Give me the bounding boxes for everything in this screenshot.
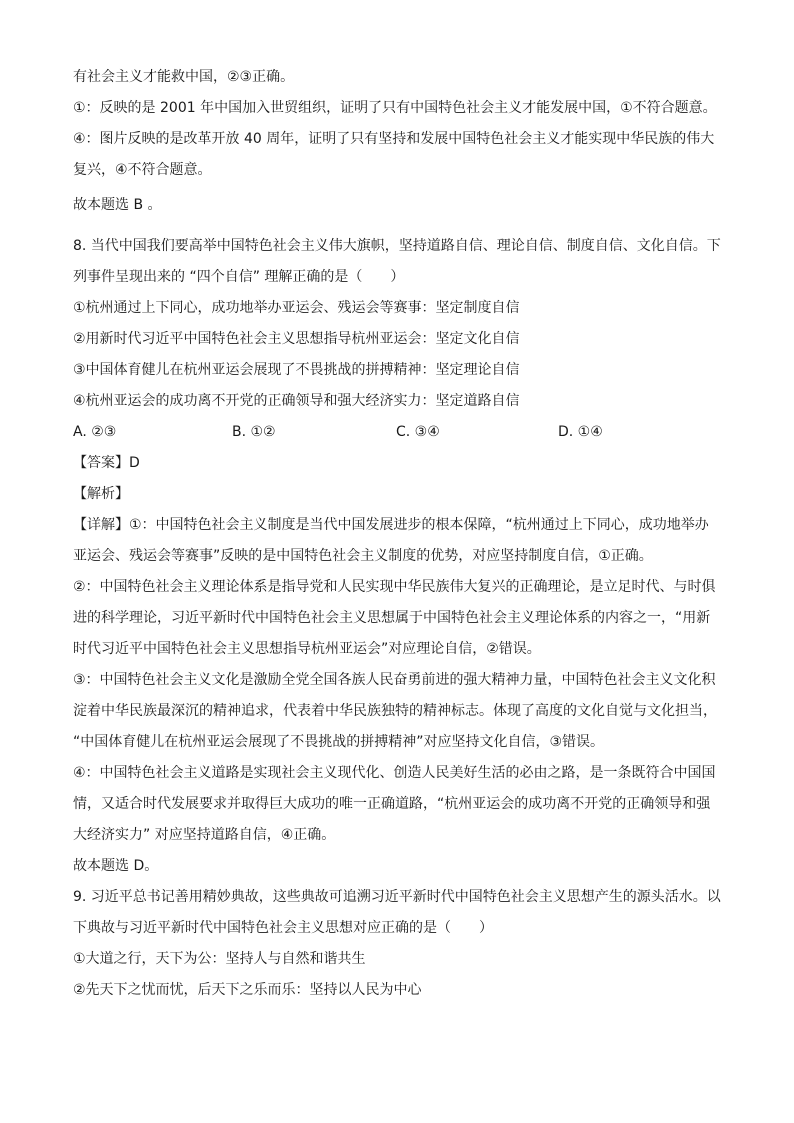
detail-line: 大经济实力” 对应坚持道路自信，④正确。 (73, 827, 336, 843)
question-stem: 9. 习近平总书记善用精妙典故，这些典故可追溯习近平新时代中国特色社会主义思想产生的源头活水。以 (73, 889, 721, 905)
detail-line: 亚运会、残运会等赛事”反映的是中国特色社会主义制度的优势，对应坚持制度自信，①正确。 (73, 548, 653, 564)
question-stem: 8. 当代中国我们要高举中国特色社会主义伟大旗帜，坚持道路自信、理论自信、制度自信、文化自信。下 (73, 238, 721, 254)
option-d: D. ①④ (558, 424, 603, 440)
conclusion-line: 故本题选 B 。 (73, 197, 162, 213)
conclusion-line: 故本题选 D。 (73, 858, 159, 874)
question-stem: 列事件呈现出来的 “四个自信” 理解正确的是（ ） (73, 269, 405, 285)
detail-line: 【详解】①：中国特色社会主义制度是当代中国发展进步的根本保障，“杭州通过上下同心，成功地举办 (73, 517, 709, 533)
text-line: 有社会主义才能救中国，②③正确。 (73, 69, 295, 85)
text-line: ④：图片反映的是改革开放 40 周年，证明了只有坚持和发展中国特色社会主义才能实现中华民族的伟大 (73, 131, 715, 147)
analysis-label: 【解析】 (73, 486, 129, 502)
statement-item: ④杭州亚运会的成功离不开党的正确领导和强大经济实力：坚定道路自信 (73, 393, 520, 409)
statement-item: ②先天下之忧而忧，后天下之乐而乐：坚持以人民为中心 (73, 982, 422, 998)
option-a: A. ②③ (73, 424, 117, 440)
detail-line: 淀着中华民族最深沉的精神追求，代表着中华民族独特的精神标志。体现了高度的文化自觉与文化担当， (73, 703, 717, 719)
question-8 (73, 231, 723, 882)
detail-line: ③：中国特色社会主义文化是激励全党全国各族人民奋勇前进的强大精神力量，中国特色社会主义文化积 (73, 672, 716, 688)
answer-options (73, 417, 723, 448)
option-b: B. ①② (232, 424, 276, 440)
detail-line: ④：中国特色社会主义道路是实现社会主义现代化、创造人民美好生活的必由之路，是一条既符合中国国 (73, 765, 716, 781)
question-stem: 下典故与习近平新时代中国特色社会主义思想对应正确的是（ ） (73, 920, 493, 936)
statement-item: ①杭州通过上下同心，成功地举办亚运会、残运会等赛事：坚定制度自信 (73, 300, 520, 316)
text-line: ①：反映的是 2001 年中国加入世贸组织，证明了只有中国特色社会主义才能发展中国，①不符合题意。 (73, 100, 717, 116)
document-page (73, 62, 723, 1006)
answer-label: 【答案】D (73, 455, 140, 471)
detail-line: 进的科学理论，习近平新时代中国特色社会主义思想属于中国特色社会主义理论体系的内容之一，“用新 (73, 610, 711, 626)
option-c: C. ③④ (396, 424, 440, 440)
statement-item: ①大道之行，天下为公：坚持人与自然和谐共生 (73, 951, 366, 967)
detail-line: 时代习近平中国特色社会主义思想指导杭州亚运会”对应理论自信，②错误。 (73, 641, 541, 657)
question-9 (73, 882, 723, 1006)
statement-item: ③中国体育健儿在杭州亚运会展现了不畏挑战的拼搏精神：坚定理论自信 (73, 362, 520, 378)
statement-item: ②用新时代习近平中国特色社会主义思想指导杭州亚运会：坚定文化自信 (73, 331, 520, 347)
detail-line: ②：中国特色社会主义理论体系是指导党和人民实现中华民族伟大复兴的正确理论，是立足时代、与时俱 (73, 579, 716, 595)
text-line: 复兴，④不符合题意。 (73, 162, 212, 178)
detail-line: “中国体育健儿在杭州亚运会展现了不畏挑战的拼搏精神”对应坚持文化自信，③错误。 (73, 734, 605, 750)
detail-line: 情，又适合时代发展要求并取得巨大成功的唯一正确道路，“杭州亚运会的成功离不开党的正确领导和强 (73, 796, 711, 812)
previous-question-explanation (73, 62, 723, 221)
